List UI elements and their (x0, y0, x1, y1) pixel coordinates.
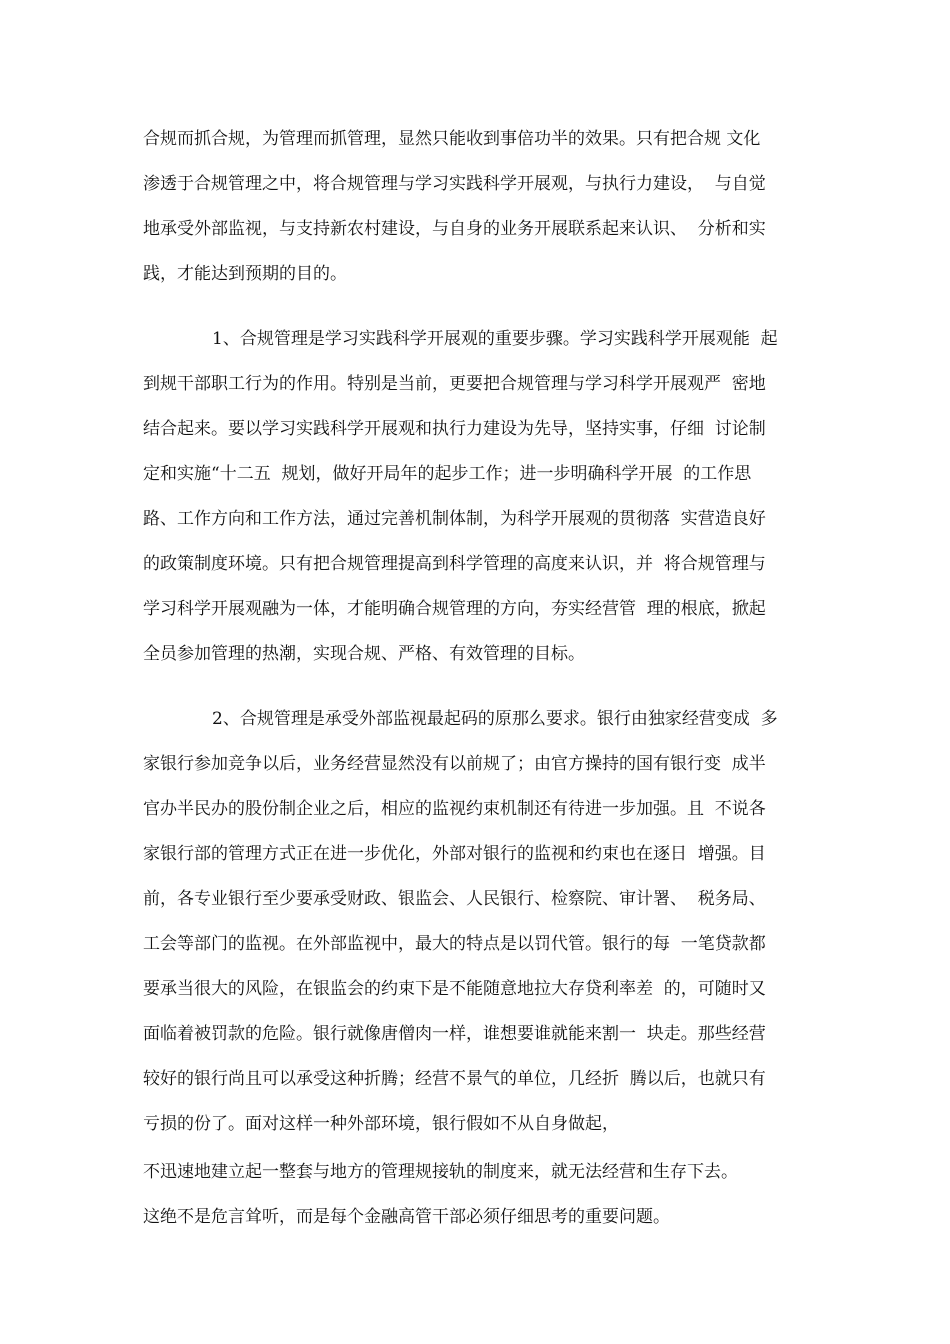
paragraph-2-line-6: 的政策制度环境。只有把合规管理提高到科学管理的高度来认识，并 将合规管理与 (143, 554, 766, 574)
paragraph-1-line-2: 渗透于合规管理之中，将合规管理与学习实践科学开展观，与执行力建设， 与自觉 (143, 174, 766, 194)
paragraph-2-line-4: 定和实施“十二五 规划，做好开局年的起步工作；进一步明确科学开展 的工作思 (143, 464, 752, 484)
paragraph-3-line-4: 家银行部的管理方式正在进一步优化，外部对银行的监视和约束也在逐日 增强。目 (143, 844, 766, 864)
paragraph-2-line-7: 学习科学开展观融为一体，才能明确合规管理的方向，夯实经营管 理的根底，掀起 (143, 599, 766, 619)
paragraph-4-line-2: 这绝不是危言耸听，而是每个金融高管干部必须仔细思考的重要问题。 (143, 1207, 670, 1227)
paragraph-4-line-1: 不迅速地建立起一整套与地方的管理规接轨的制度来，就无法经营和生存下去。 (143, 1162, 738, 1182)
paragraph-2-line-3: 结合起来。要以学习实践科学开展观和执行力建设为先导，坚持实事，仔细 讨论制 (143, 419, 766, 439)
paragraph-2-line-2: 到规干部职工行为的作用。特别是当前，更要把合规管理与学习科学开展观严 密地 (143, 374, 766, 394)
paragraph-3-line-2: 家银行参加竞争以后，业务经营显然没有以前规了；由官方操持的国有银行变 成半 (143, 754, 766, 774)
paragraph-2-line-8: 全员参加管理的热潮，实现合规、严格、有效管理的目标。 (143, 644, 585, 664)
paragraph-3-line-1: 2、合规管理是承受外部监视最起码的原那么要求。银行由独家经营变成 多 (212, 709, 778, 729)
paragraph-3-line-3: 官办半民办的股份制企业之后，相应的监视约束机制还有待进一步加强。且 不说各 (143, 799, 766, 819)
paragraph-1-line-3: 地承受外部监视，与支持新农村建设，与自身的业务开展联系起来认识、 分析和实 (143, 219, 766, 239)
paragraph-3-line-5: 前，各专业银行至少要承受财政、银监会、人民银行、检察院、审计署、 税务局、 (143, 889, 766, 909)
paragraph-2-line-5: 路、工作方向和工作方法，通过完善机制体制，为科学开展观的贯彻落 实营造良好 (143, 509, 766, 529)
paragraph-3-line-7: 要承当很大的风险，在银监会的约束下是不能随意地拉大存贷利率差 的，可随时又 (143, 979, 766, 999)
paragraph-1-line-1: 合规而抓合规，为管理而抓管理，显然只能收到事倍功半的效果。只有把合规 文化 (143, 129, 761, 149)
paragraph-3-line-8: 面临着被罚款的危险。银行就像唐僧肉一样，谁想要谁就能来割一 块走。那些经营 (143, 1024, 766, 1044)
paragraph-3-line-6: 工会等部门的监视。在外部监视中，最大的特点是以罚代管。银行的每 一笔贷款都 (143, 934, 766, 954)
paragraph-1-line-4: 践，才能达到预期的目的。 (143, 264, 347, 284)
paragraph-2-line-1: 1、合规管理是学习实践科学开展观的重要步骤。学习实践科学开展观能 起 (212, 329, 778, 349)
paragraph-3-line-10: 亏损的份了。面对这样一种外部环境，银行假如不从自身做起， (143, 1114, 619, 1134)
paragraph-3-line-9: 较好的银行尚且可以承受这种折腾；经营不景气的单位，几经折 腾以后，也就只有 (143, 1069, 766, 1089)
